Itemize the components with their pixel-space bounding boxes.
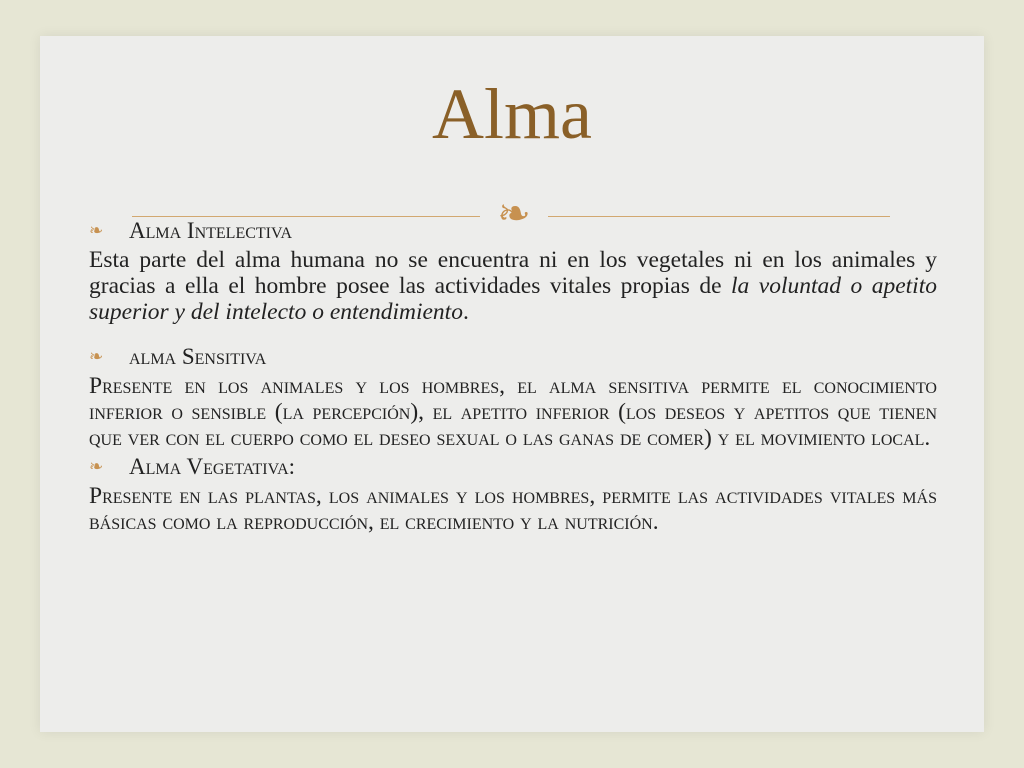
fleuron-bullet-icon: ❧ [89, 347, 104, 366]
section-body-italic: la voluntad o apetito superior y del intelecto o entendimiento [89, 273, 937, 325]
section-heading-label: Alma Vegetativa: [129, 454, 296, 479]
section-body-intelectiva [89, 247, 937, 325]
section-body-text: Esta parte del alma humana no se encuentra ni en los vegetales ni en los animales y gracias a ella el hombre posee las actividades vitales propias de [89, 247, 937, 299]
slide-title: Alma [432, 74, 592, 154]
fleuron-bullet-icon: ❧ [89, 221, 104, 240]
section-body-end: . [462, 299, 469, 325]
section-heading-label: Alma Intelectiva [129, 218, 293, 243]
section-heading-sensitiva [89, 343, 937, 371]
section-heading-vegetativa [89, 453, 937, 481]
section-body-sensitiva: Presente en los animales y los hombres, el alma sensitiva permite el conocimiento inferior o sensible (la percepción), el apetito inferior (los deseos y apetitos que tienen que ver con el cuerpo como el deseo sexual o las ganas de comer) y el movimiento local. [89, 373, 937, 451]
section-heading-intelectiva [89, 217, 937, 245]
fleuron-bullet-icon: ❧ [89, 457, 104, 476]
section-heading-label: alma Sensitiva [129, 344, 267, 369]
slide-body [89, 217, 937, 535]
fleuron-ornament-icon: ❧ [497, 191, 531, 237]
section-body-vegetativa: Presente en las plantas, los animales y los hombres, permite las actividades vitales más básicas como la reproducción, el crecimiento y la nutrición. [89, 483, 937, 535]
